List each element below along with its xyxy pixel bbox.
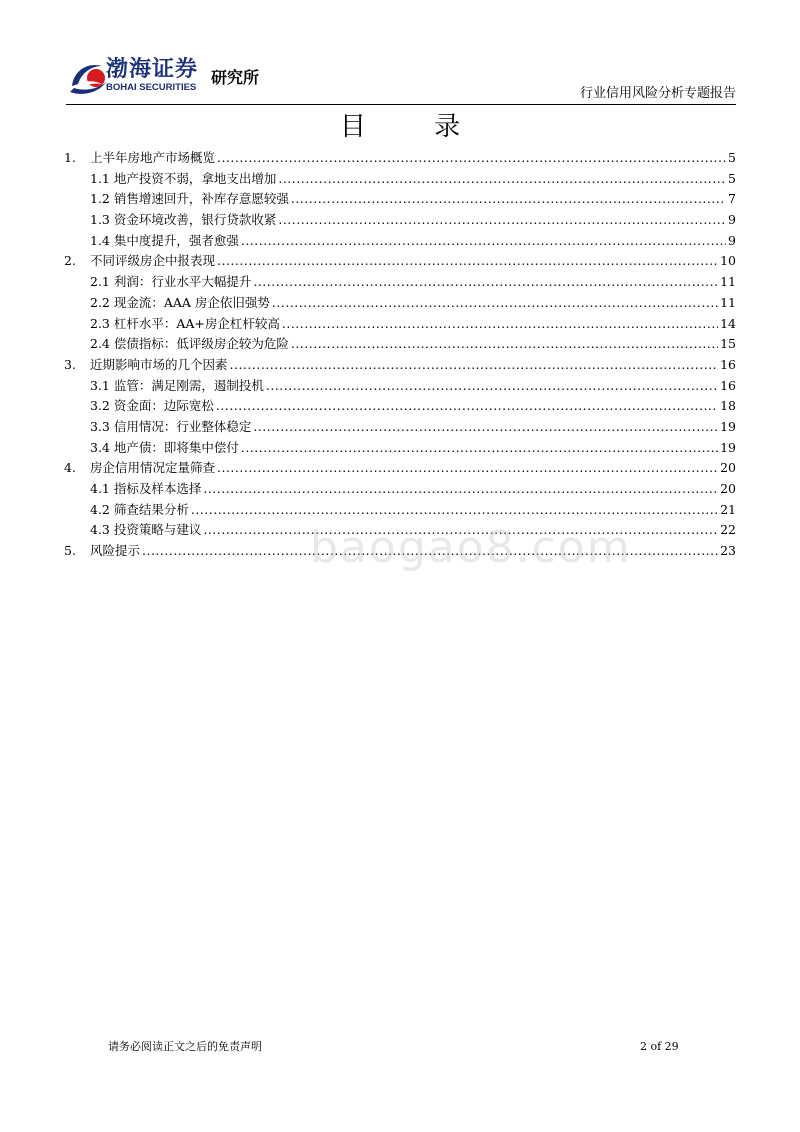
toc-entry-page: 10: [720, 253, 736, 269]
toc-entry-label: 1.4 集中度提升，强者愈强: [90, 232, 239, 248]
toc-leader-dots: [216, 396, 718, 417]
toc-leader-dots: [217, 251, 718, 272]
toc-leader-dots: [203, 479, 718, 500]
toc-entry-label: 1.2 销售增速回升，补库存意愿较强: [90, 191, 289, 207]
toc-entry-label: 1.1 地产投资不弱，拿地支出增加: [90, 170, 277, 186]
toc-heading: 目 录: [339, 112, 491, 142]
toc-entry-page: 18: [720, 398, 736, 414]
toc-leader-dots: [253, 417, 718, 438]
toc-entry[interactable]: [64, 417, 736, 438]
toc-entry[interactable]: [64, 251, 736, 272]
toc-entry-page: 11: [720, 274, 736, 290]
toc-entry-page: 20: [720, 460, 736, 476]
toc-entry[interactable]: [64, 231, 736, 252]
toc-entry[interactable]: [64, 169, 736, 190]
toc-entry-label: 2.2 现金流：AAA 房企依旧强势: [90, 294, 270, 310]
toc-entry[interactable]: [64, 438, 736, 459]
table-of-contents: [64, 148, 736, 562]
toc-entry-page: 21: [720, 501, 736, 517]
toc-leader-dots: [266, 376, 718, 397]
toc-entry-label: 1.3 资金环境改善，银行贷款收紧: [90, 212, 277, 228]
footer-disclaimer: 请务必阅读正文之后的免责声明: [108, 1040, 262, 1053]
toc-entry-label: 近期影响市场的几个因素: [90, 356, 228, 372]
toc-entry-page: 7: [728, 191, 736, 207]
header-divider: [66, 104, 736, 105]
brand-name-en: BOHAI SECURITIES: [106, 82, 197, 93]
toc-entry-label: 3.1 监管：满足刚需，遏制投机: [90, 377, 264, 393]
toc-entry[interactable]: [64, 479, 736, 500]
toc-entry-page: 9: [728, 232, 736, 248]
brand-name-cn: 渤海证券: [106, 57, 199, 82]
page-header: [66, 56, 736, 106]
toc-entry-label: 不同评级房企中报表现: [90, 253, 216, 269]
toc-leader-dots: [291, 189, 726, 210]
toc-entry[interactable]: [64, 500, 736, 521]
toc-entry-number: 4.: [64, 460, 76, 476]
footer-page-number: 2 of 29: [640, 1040, 679, 1053]
toc-entry-label: 2.4 偿债指标：低评级房企较为危险: [90, 336, 289, 352]
toc-entry-page: 15: [720, 336, 736, 352]
toc-entry-page: 23: [720, 543, 736, 559]
toc-entry-page: 11: [720, 294, 736, 310]
toc-entry[interactable]: [64, 148, 736, 169]
toc-leader-dots: [291, 334, 718, 355]
toc-entry[interactable]: [64, 189, 736, 210]
toc-entry-number: 3.: [64, 356, 76, 372]
toc-entry[interactable]: [64, 293, 736, 314]
toc-entry[interactable]: [64, 210, 736, 231]
watermark: baogao8.com: [310, 522, 632, 573]
toc-entry-label: 上半年房地产市场概览: [90, 150, 216, 165]
toc-leader-dots: [217, 458, 718, 479]
toc-leader-dots: [278, 169, 726, 190]
toc-entry-page: 19: [720, 418, 736, 434]
report-title: 行业信用风险分析专题报告: [579, 86, 736, 101]
toc-entry[interactable]: [64, 355, 736, 376]
toc-entry-page: 9: [728, 212, 736, 228]
toc-leader-dots: [278, 210, 726, 231]
toc-entry-page: 5: [728, 170, 736, 186]
toc-entry-label: 4.1 指标及样本选择: [90, 481, 202, 496]
toc-entry-label: 房企信用情况定量筛查: [90, 460, 216, 476]
toc-entry-page: 14: [720, 315, 736, 331]
toc-leader-dots: [253, 272, 718, 293]
institute-label: 研究所: [211, 68, 260, 87]
toc-entry-label: 4.3 投资策略与建议: [90, 522, 202, 538]
toc-entry[interactable]: [64, 396, 736, 417]
toc-entry-label: 4.2 筛查结果分析: [90, 501, 189, 517]
toc-entry-number: 1.: [64, 150, 76, 165]
toc-entry[interactable]: [64, 334, 736, 355]
toc-entry-page: 5: [728, 150, 736, 165]
toc-entry-page: 22: [720, 522, 736, 538]
toc-leader-dots: [241, 231, 726, 252]
toc-entry-label: 3.4 地产债：即将集中偿付: [90, 439, 239, 455]
toc-entry-page: 20: [720, 481, 736, 496]
toc-leader-dots: [230, 355, 719, 376]
toc-leader-dots: [282, 314, 718, 335]
toc-entry-number: 5.: [64, 543, 76, 559]
toc-leader-dots: [191, 500, 718, 521]
toc-entry-page: 16: [720, 356, 736, 372]
toc-entry[interactable]: [64, 314, 736, 335]
toc-entry-page: 19: [720, 439, 736, 455]
toc-entry-label: 2.1 利润：行业水平大幅提升: [90, 274, 252, 290]
toc-entry-label: 2.3 杠杆水平：AA+房企杠杆较高: [90, 315, 280, 331]
toc-entry-label: 3.3 信用情况：行业整体稳定: [90, 418, 252, 434]
toc-leader-dots: [241, 438, 718, 459]
toc-entry-label: 3.2 资金面：边际宽松: [90, 398, 214, 414]
toc-entry[interactable]: [64, 458, 736, 479]
toc-leader-dots: [217, 148, 726, 169]
toc-entry[interactable]: [64, 272, 736, 293]
toc-leader-dots: [272, 293, 718, 314]
toc-entry-page: 16: [720, 377, 736, 393]
toc-entry[interactable]: [64, 376, 736, 397]
toc-entry-label: 风险提示: [90, 543, 141, 559]
toc-entry-number: 2.: [64, 253, 76, 269]
